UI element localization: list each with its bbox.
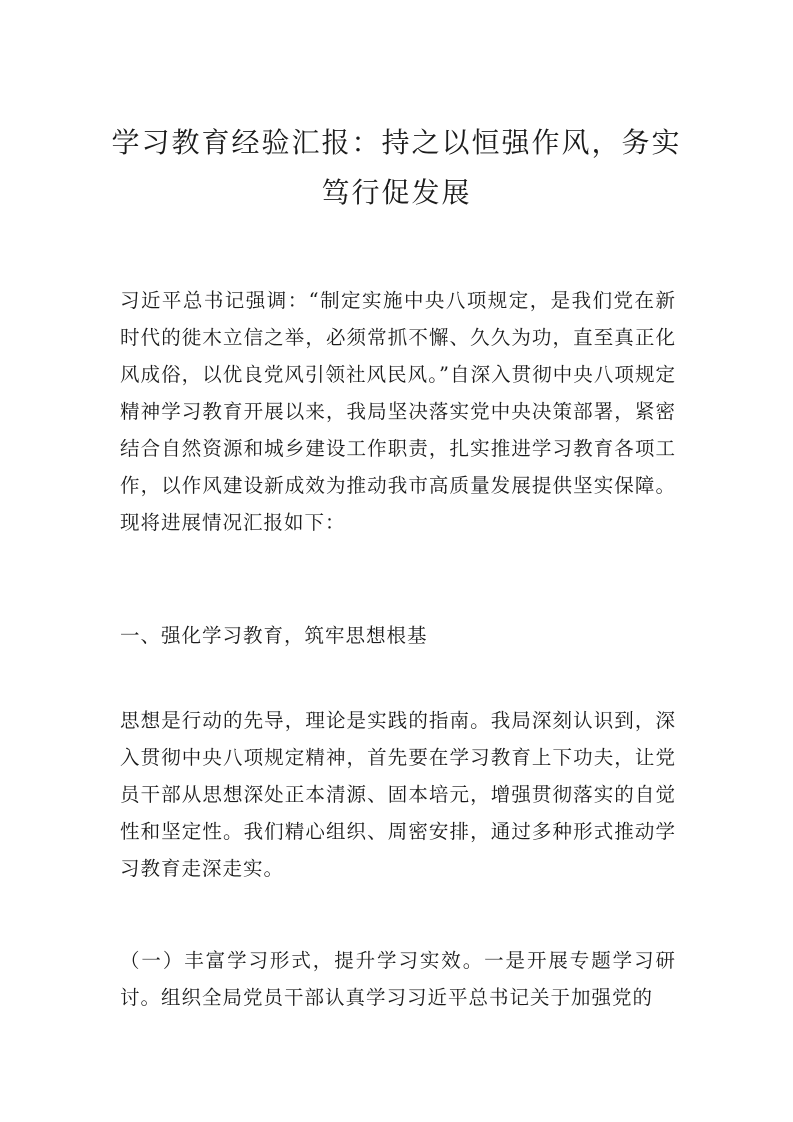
title-line-2: 笃行促发展 (321, 176, 472, 209)
section-heading-1: 一、强化学习教育，筑牢思想根基 (120, 624, 428, 647)
subsection-1-paragraph: （一）丰富学习形式，提升学习实效。一是开展专题学习研讨。组织全局党员干部认真学习习近平总书记关于加强党的 (120, 949, 676, 1009)
intro-paragraph: 习近平总书记强调：“制定实施中央八项规定，是我们党在新时代的徙木立信之举，必须常抓不懈、久久为功，直至真正化风成俗，以优良党风引领社风民风。”自深入贯彻中央八项规定精神学习教育开展以来，我局坚决落实党中央决策部署，紧密结合自然资源和城乡建设工作职责，扎实推进学习教育各项工作，以作风建设新成效为推动我市高质量发展提供坚实保障。现将进展情况汇报如下： (120, 289, 676, 534)
section-1-paragraph: 思想是行动的先导，理论是实践的指南。我局深刻认识到，深入贯彻中央八项规定精神，首先要在学习教育上下功夫，让党员干部从思想深处正本清源、固本培元，增强贯彻落实的自觉性和坚定性。我们精心组织、周密安排，通过多种形式推动学习教育走深走实。 (120, 709, 676, 880)
title-line-1: 学习教育经验汇报：持之以恒强作风，务实 (111, 126, 682, 159)
document-title (100, 118, 693, 218)
